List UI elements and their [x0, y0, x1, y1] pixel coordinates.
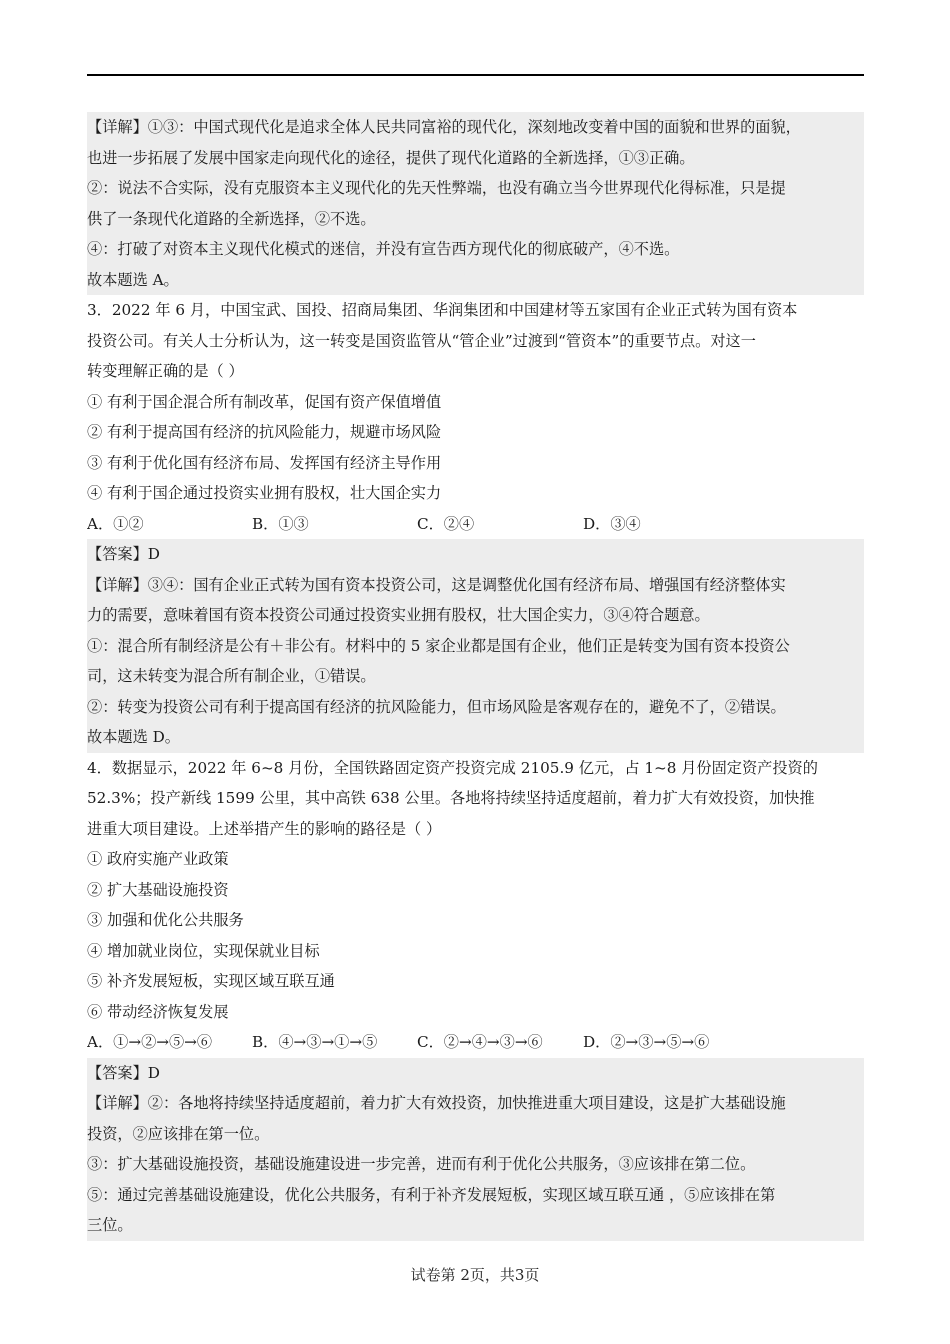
- answer-line: 【答案】D: [87, 1063, 160, 1082]
- statement-item: ③ 有利于优化国有经济布局、发挥国有经济主导作用: [87, 453, 442, 472]
- explain-line: ②：说法不合实际，没有克服资本主义现代化的先天性弊端，也没有确立当今世界现代化得标准，只是提: [87, 179, 786, 197]
- question-stem-line: 投资公司。有关人士分析认为，这一转变是国资监管从“管企业”过渡到“管资本”的重要节点。对这一: [87, 331, 756, 350]
- explain-line: 投资，②应该排在第一位。: [87, 1124, 270, 1143]
- explain-line: ②：转变为投资公司有利于提高国有经济的抗风险能力，但市场风险是客观存在的，避免不了，②错误。: [87, 697, 786, 716]
- explain-line: 供了一条现代化道路的全新选择，②不选。: [87, 209, 376, 228]
- statement-item: ① 有利于国企混合所有制改革，促国有资产保值增值: [87, 392, 442, 411]
- question-stem-line: 4．数据显示，2022 年 6~8 月份，全国铁路固定资产投资完成 2105.9 亿元，占 1~8 月份固定资产投资的: [87, 758, 818, 777]
- statement-item: ② 有利于提高国有经济的抗风险能力，规避市场风险: [87, 423, 442, 441]
- question-stem-line: 52.3%；投产新线 1599 公里，其中高铁 638 公里。各地将持续坚持适度超前，着力扩大有效投资，加快推: [87, 789, 815, 807]
- q3-answer-block: [87, 539, 864, 753]
- q4-answer-block: [87, 1058, 864, 1241]
- explain-line: 力的需要，意味着国有资本投资公司通过投资实业拥有股权，壮大国企实力，③④符合题意。: [87, 606, 710, 624]
- explain-line: 司，这未转变为混合所有制企业，①错误。: [87, 667, 376, 685]
- option-d: D．②→③→⑤→⑥: [583, 1033, 710, 1051]
- question-3: [87, 295, 864, 539]
- question-4: [87, 753, 864, 1058]
- statement-item: ④ 有利于国企通过投资实业拥有股权，壮大国企实力: [87, 484, 442, 502]
- explain-line: 【详解】③④：国有企业正式转为国有资本投资公司，这是调整优化国有经济布局、增强国有经济整体实: [87, 575, 786, 594]
- explain-line: ①：混合所有制经济是公有＋非公有。材料中的 5 家企业都是国有企业，他们正是转变为国有资本投资公: [87, 636, 790, 655]
- explain-line: 三位。: [87, 1216, 133, 1234]
- option-c: C．②④: [417, 514, 475, 533]
- explain-line: 【详解】①③：中国式现代化是追求全体人民共同富裕的现代化，深刻地改变着中国的面貌和世界的面貌，: [87, 118, 801, 136]
- explain-line: ③：扩大基础设施投资，基础设施建设进一步完善，进而有利于优化公共服务，③应该排在第二位。: [87, 1155, 756, 1173]
- explain-line: 【详解】②：各地将持续坚持适度超前，着力扩大有效投资，加快推进重大项目建设，这是扩大基础设施: [87, 1094, 786, 1112]
- option-a: A．①②: [87, 514, 144, 533]
- statement-item: ④ 增加就业岗位，实现保就业目标: [87, 941, 320, 960]
- question-stem-line: 3．2022 年 6 月，中国宝武、国投、招商局集团、华润集团和中国建材等五家国有企业正式转为国有资本: [87, 301, 798, 319]
- option-b: B．①③: [252, 514, 309, 533]
- explain-line: 故本题选 A。: [87, 270, 179, 289]
- option-d: D．③④: [583, 514, 641, 533]
- explain-line: ⑤：通过完善基础设施建设，优化公共服务，有利于补齐发展短板，实现区域互联互通 ，⑤应该排在第: [87, 1185, 776, 1204]
- question-stem-line: 进重大项目建设。上述举措产生的影响的路径是（ ）: [87, 819, 442, 838]
- explain-line: 也进一步拓展了发展中国家走向现代化的途径，提供了现代化道路的全新选择，①③正确。: [87, 148, 695, 167]
- question-stem-line: 转变理解正确的是（ ）: [87, 362, 244, 380]
- answer-line: 【答案】D: [87, 545, 160, 563]
- explain-line: 故本题选 D。: [87, 728, 180, 746]
- answer-options: [87, 1027, 864, 1058]
- statement-item: ⑥ 带动经济恢复发展: [87, 1002, 229, 1021]
- page-footer: 试卷第 2页，共3页: [410, 1266, 540, 1284]
- q2-explanation: [87, 112, 864, 295]
- statement-item: ② 扩大基础设施投资: [87, 880, 229, 899]
- option-c: C．②→④→③→⑥: [417, 1033, 543, 1051]
- statement-item: ⑤ 补齐发展短板，实现区域互联互通: [87, 972, 335, 990]
- header-rule: [87, 74, 864, 76]
- option-a: A．①→②→⑤→⑥: [87, 1033, 213, 1051]
- statement-item: ③ 加强和优化公共服务: [87, 911, 244, 929]
- answer-options: [87, 509, 864, 540]
- explain-line: ④：打破了对资本主义现代化模式的迷信，并没有宣告西方现代化的彻底破产，④不选。: [87, 240, 680, 258]
- option-b: B．④→③→①→⑤: [252, 1033, 378, 1051]
- statement-item: ① 政府实施产业政策: [87, 850, 229, 868]
- page-content: [87, 112, 864, 1241]
